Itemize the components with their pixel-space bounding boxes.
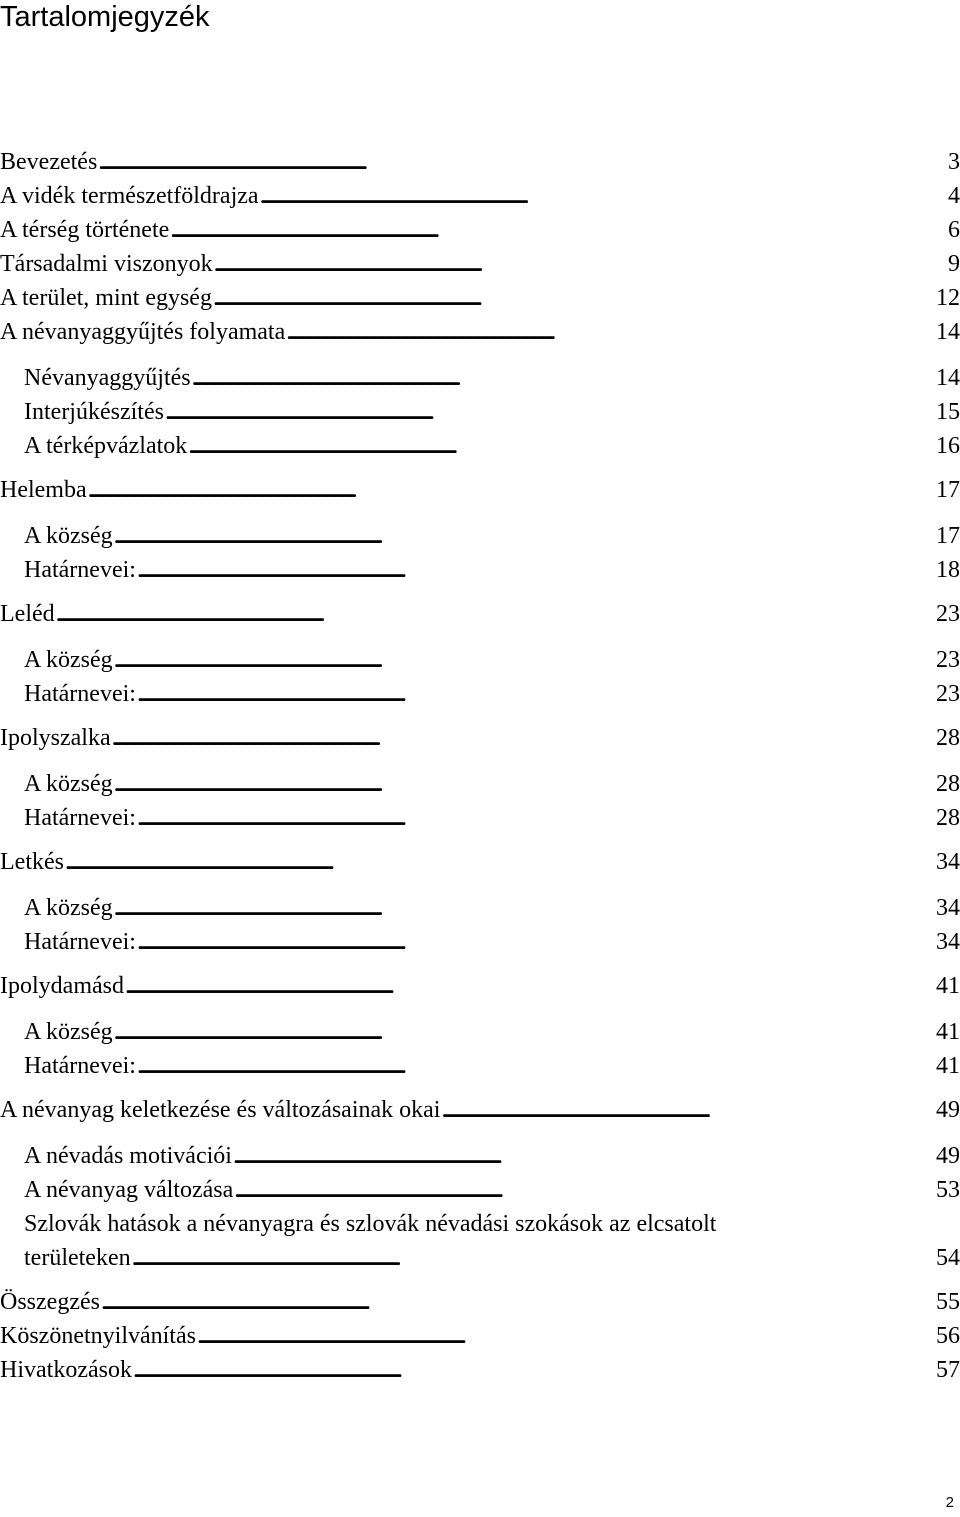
toc-dot-leader (192, 364, 934, 392)
toc-entry-page: 17 (936, 477, 960, 503)
toc-entry[interactable] (24, 644, 960, 674)
toc-entry-page: 14 (936, 319, 960, 345)
toc-entry-page: 41 (936, 973, 960, 999)
toc-entry[interactable] (24, 1140, 960, 1170)
toc-dot-leader (101, 1288, 934, 1316)
toc-entry-page: 34 (936, 929, 960, 955)
toc-dot-leader (197, 1322, 934, 1350)
toc-entry-page: 41 (936, 1053, 960, 1079)
toc-dot-leader (137, 804, 934, 832)
toc-dot-leader (260, 182, 946, 210)
toc-dot-leader (213, 284, 934, 312)
toc-dot-leader (441, 1096, 934, 1124)
toc-entry-text: A község (24, 895, 113, 921)
toc-entry[interactable] (24, 1050, 960, 1080)
toc-dot-leader (114, 646, 934, 674)
toc-entry-text: Interjúkészítés (24, 399, 164, 425)
toc-entry-page: 53 (936, 1177, 960, 1203)
toc-entry[interactable] (0, 214, 960, 244)
toc-entry[interactable] (0, 722, 960, 752)
toc-entry-page: 14 (936, 365, 960, 391)
toc-dot-leader (188, 432, 934, 460)
toc-entry-page: 34 (936, 849, 960, 875)
toc-entry-text: Ipolydamásd (0, 973, 124, 999)
toc-entry-text: A névanyaggyűjtés folyamata (0, 319, 286, 345)
toc-dot-leader (125, 972, 934, 1000)
toc-entry[interactable] (24, 678, 960, 708)
toc-entry-page: 28 (936, 805, 960, 831)
toc-entry-page: 12 (936, 285, 960, 311)
toc-entry[interactable] (0, 248, 960, 278)
toc-entry-text: A terület, mint egység (0, 285, 212, 311)
toc-entry-text: A vidék természetföldrajza (0, 183, 259, 209)
toc-dot-leader (214, 250, 946, 278)
toc-entry-text: Határnevei: (24, 681, 136, 707)
toc-entry-text: A község (24, 647, 113, 673)
toc-entry-text: Határnevei: (24, 805, 136, 831)
toc-dot-leader (65, 848, 934, 876)
toc-entry-page: 3 (948, 149, 960, 175)
toc-dot-leader (286, 318, 934, 346)
toc-entry[interactable] (0, 1354, 960, 1384)
toc-dot-leader (234, 1176, 934, 1204)
toc-entry-page: 28 (936, 725, 960, 751)
toc-entry-text-line1[interactable]: Szlovák hatások a névanyagra és szlovák névadási szokások az elcsatolt (24, 1211, 717, 1237)
toc-entry[interactable] (24, 362, 960, 392)
toc-entry-page: 23 (936, 681, 960, 707)
toc-entry[interactable] (24, 892, 960, 922)
toc-entry[interactable] (24, 802, 960, 832)
toc-entry-text: Hivatkozások (0, 1357, 132, 1383)
toc-entry-text: A térképvázlatok (24, 433, 188, 459)
toc-entry[interactable] (24, 520, 960, 550)
toc-dot-leader (114, 522, 934, 550)
toc-dot-leader (137, 556, 934, 584)
toc-entry-page: 55 (936, 1289, 960, 1315)
toc-entry[interactable] (0, 146, 960, 176)
toc-entry-text: Leléd (0, 601, 55, 627)
toc-entry-page: 56 (936, 1323, 960, 1349)
toc-dot-leader (114, 1018, 934, 1046)
toc-entry[interactable] (0, 598, 960, 628)
toc-entry-page: 49 (936, 1097, 960, 1123)
toc-entry-text: Köszönetnyilvánítás (0, 1323, 196, 1349)
toc-entry[interactable] (24, 554, 960, 584)
toc-entry-page: 54 (936, 1245, 960, 1271)
toc-entry-page: 17 (936, 523, 960, 549)
toc-entry-page: 23 (936, 647, 960, 673)
toc-entry[interactable] (24, 430, 960, 460)
toc-dot-leader (165, 398, 934, 426)
toc-entry-page: 57 (936, 1357, 960, 1383)
toc-entry-page: 23 (936, 601, 960, 627)
toc-entry-text: Helemba (0, 477, 87, 503)
toc-entry[interactable] (0, 846, 960, 876)
toc-entry-text: Letkés (0, 849, 64, 875)
toc-entry[interactable] (24, 1242, 960, 1272)
toc-dot-leader (137, 928, 934, 956)
toc-entry[interactable] (24, 926, 960, 956)
toc-entry[interactable] (0, 180, 960, 210)
toc-dot-leader (88, 476, 934, 504)
toc-dot-leader (132, 1244, 934, 1272)
toc-dot-leader (233, 1142, 934, 1170)
toc-entry-page: 18 (936, 557, 960, 583)
toc-entry[interactable] (0, 316, 960, 346)
toc-entry-page: 16 (936, 433, 960, 459)
toc-entry-text: Határnevei: (24, 557, 136, 583)
toc-entry-page: 4 (948, 183, 960, 209)
toc-entry-text: Ipolyszalka (0, 725, 111, 751)
toc-entry[interactable] (0, 1286, 960, 1316)
toc-entry-text: A névanyag keletkezése és változásainak okai (0, 1097, 441, 1123)
toc-entry[interactable] (0, 970, 960, 1000)
toc-entry[interactable] (24, 1016, 960, 1046)
toc-entry[interactable] (0, 474, 960, 504)
toc-dot-leader (98, 148, 946, 176)
toc-entry-text: A térség története (0, 217, 170, 243)
toc-entry-page: 15 (936, 399, 960, 425)
toc-entry-text: Névanyaggyűjtés (24, 365, 191, 391)
toc-entry[interactable] (24, 1174, 960, 1204)
toc-entry-text: A névadás motivációi (24, 1143, 232, 1169)
toc-entry[interactable] (0, 1320, 960, 1350)
toc-entry-page: 28 (936, 771, 960, 797)
toc-entry[interactable] (0, 1094, 960, 1124)
toc-entry-text: Határnevei: (24, 929, 136, 955)
toc-entry-text: A névanyag változása (24, 1177, 234, 1203)
toc-entry-page: 34 (936, 895, 960, 921)
toc-entry-page: 41 (936, 1019, 960, 1045)
toc-entry-text: Összegzés (0, 1289, 100, 1315)
page-title: Tartalomjegyzék (0, 1, 210, 33)
toc-entry[interactable] (24, 768, 960, 798)
toc-entry[interactable] (24, 396, 960, 426)
toc-dot-leader (133, 1356, 934, 1384)
toc-entry-text: A község (24, 771, 113, 797)
toc-dot-leader (137, 680, 934, 708)
toc-entry-text: Bevezetés (0, 149, 98, 175)
toc-dot-leader (114, 770, 934, 798)
toc-dot-leader (112, 724, 934, 752)
toc-entry-text: Határnevei: (24, 1053, 136, 1079)
toc-dot-leader (170, 216, 946, 244)
toc-entry-page: 9 (948, 251, 960, 277)
toc-entry-page: 6 (948, 217, 960, 243)
page-number: 2 (945, 1494, 954, 1511)
toc-entry-text: A község (24, 523, 113, 549)
toc-entry-text: A község (24, 1019, 113, 1045)
toc-dot-leader (114, 894, 934, 922)
toc-dot-leader (137, 1052, 934, 1080)
toc-entry-text: Társadalmi viszonyok (0, 251, 213, 277)
toc-entry[interactable] (0, 282, 960, 312)
toc-entry-page: 49 (936, 1143, 960, 1169)
toc-entry-text: területeken (24, 1245, 131, 1271)
toc-dot-leader (56, 600, 934, 628)
